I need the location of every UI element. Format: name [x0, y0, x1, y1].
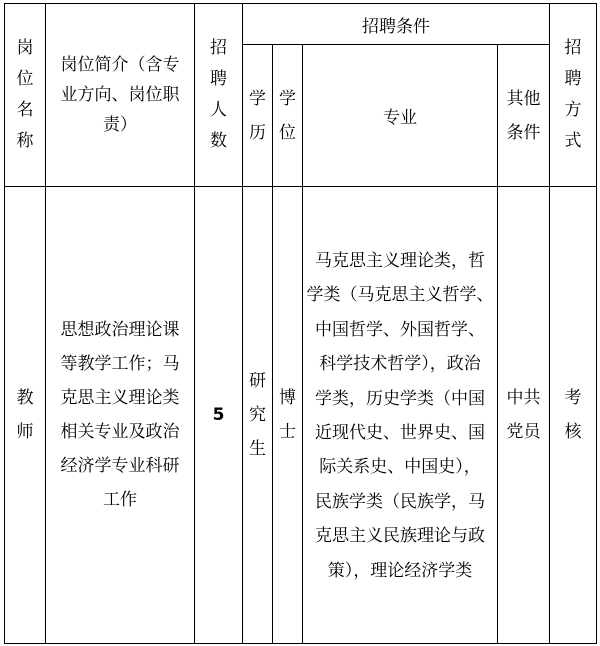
row-headcount: 5	[212, 405, 225, 425]
table-row	[5, 187, 597, 644]
header-education: 学 历	[249, 88, 266, 143]
header-post-intro-cell	[46, 4, 195, 187]
row-post-name-cell	[5, 187, 46, 644]
row-education: 研 究 生	[249, 371, 266, 459]
header-method-cell	[550, 4, 597, 187]
recruitment-table	[4, 3, 597, 644]
header-headcount: 招 聘 人 数	[210, 38, 227, 151]
header-post-intro: 岗位简介（含专 业方向、岗位职 责）	[60, 55, 180, 135]
row-degree-cell	[273, 187, 303, 644]
header-post-name: 岗 位 名 称	[16, 38, 34, 151]
row-method: 考 核	[564, 388, 582, 442]
header-headcount-cell	[195, 4, 243, 187]
header-other-cell	[498, 45, 550, 187]
header-degree-cell	[273, 45, 303, 187]
row-degree: 博 士	[279, 388, 296, 442]
row-post-name: 教 师	[16, 388, 34, 442]
header-degree: 学 位	[279, 88, 296, 143]
header-major-cell	[303, 45, 498, 187]
row-other-cell	[498, 187, 550, 644]
header-row-top	[5, 4, 597, 45]
row-major: 马克思主义理论类，哲 学类（马克思主义哲学、 中国哲学、外国哲学、 科学技术哲学），政治 学类，历史学类（中国 近现代史、世界史、国 际关系史、中国史）， 民族学类（民族学，马 克思主义民族理论与政 策），理论经济学类	[306, 250, 494, 581]
row-headcount-cell	[195, 187, 243, 644]
header-major: 专业	[383, 108, 417, 128]
header-conditions-cell	[243, 4, 550, 45]
row-post-intro-cell	[46, 187, 195, 644]
row-method-cell	[550, 187, 597, 644]
header-conditions: 招聘条件	[362, 16, 430, 37]
row-major-cell	[303, 187, 498, 644]
row-post-intro: 思想政治理论课 等教学工作；马 克思主义理论类 相关专业及政治 经济学专业科研 工作	[60, 320, 180, 510]
header-other: 其他 条件	[506, 88, 541, 143]
row-education-cell	[243, 187, 273, 644]
header-education-cell	[243, 45, 273, 187]
header-method: 招 聘 方 式	[564, 38, 582, 151]
row-other: 中共 党员	[506, 388, 541, 442]
header-post-name-cell	[5, 4, 46, 187]
